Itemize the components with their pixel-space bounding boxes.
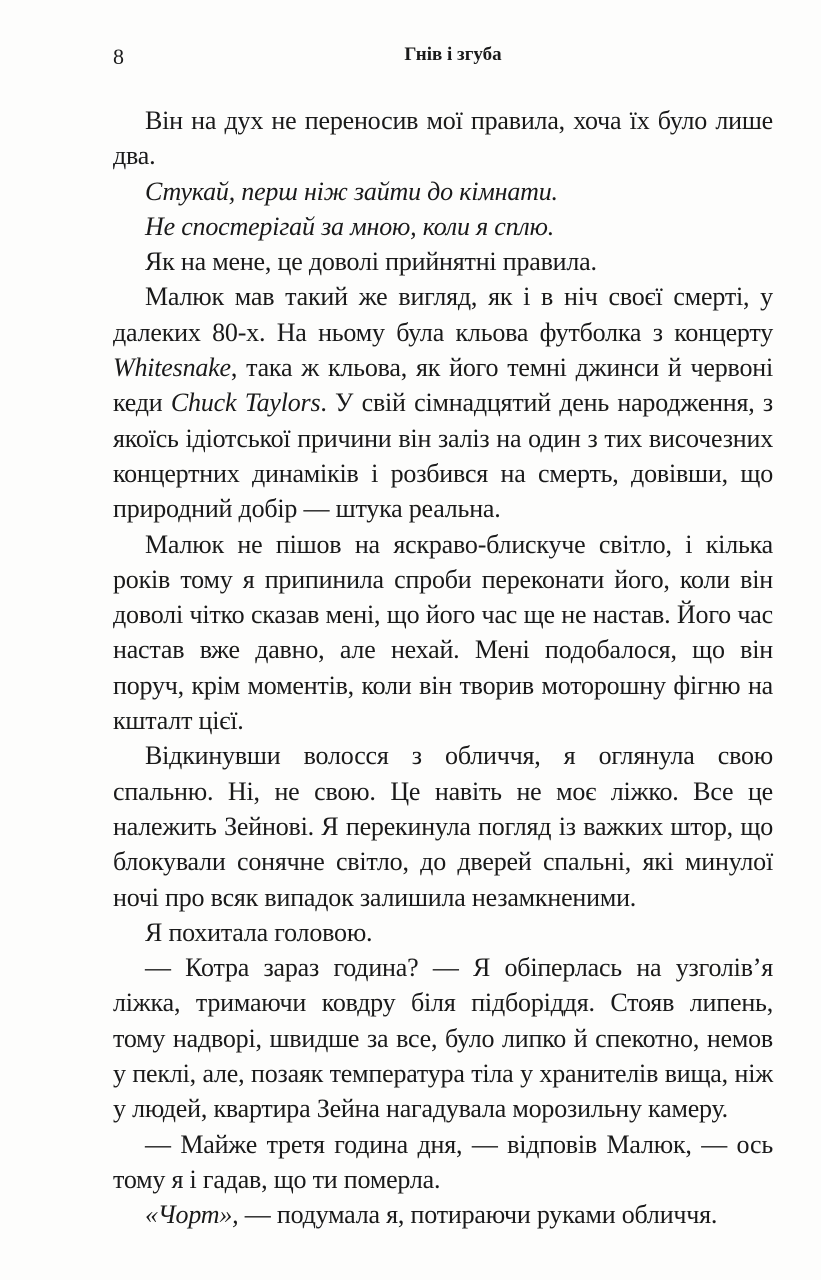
paragraph-4: Як на мене, це доволі прийнятні правила. <box>145 247 597 277</box>
running-title: Гнів і згуба <box>404 44 502 65</box>
paragraph-11-rest: — подумала я, потираючи руками обличчя. <box>238 1200 718 1230</box>
paragraph-10: — Майже третя година дня, — відповів Малюк, — ось тому я і гадав, що ти померла. <box>113 1129 773 1194</box>
page-header <box>113 44 773 74</box>
paragraph-5-part-c: , така ж кльова, як його темні джинси й червоні кеди <box>113 353 773 418</box>
band-name-whitesnake: Whitesnake <box>113 353 231 383</box>
paragraph-6: Малюк не пішов на яскраво-блискуче світло, і кілька років тому я припинила спроби переконати його, коли він доволі чітко сказав мені, що його час ще не настав. Його час настав вже давно, але нехай. Мені подобалося, що він поруч, крім моментів, коли він творив моторошну фігню на кшталт цієї. <box>113 529 773 736</box>
paragraph-1: Він на дух не переносив мої правила, хоча їх було лише два. <box>113 106 773 171</box>
body-text <box>113 103 773 1233</box>
paragraph-11 <box>113 1197 773 1232</box>
paragraph-2-rule-knock: Стукай, перш ніж зайти до кімнати. <box>145 176 558 206</box>
paragraph-8: Я похитала головою. <box>145 917 373 947</box>
paragraph-9: — Котра зараз година? — Я обіперлась на узголів’я ліжка, тримаючи ковдру біля підборіддя. Стояв липень, тому надворі, швидше за все, було липко й спекотно, немов у пеклі, але, позаяк температура тіла у хранителів вища, ніж у людей, квартира Зейна нагадувала морозильну камеру. <box>113 953 773 1124</box>
page-number: 8 <box>113 44 124 69</box>
paragraph-5-part-e: . У свій сімнадцятий день народження, з якоїсь ідіотської причини він заліз на один з тих височезних концертних динаміків і розбився на смерть, довівши, що природний добір — штука реальна. <box>113 388 774 524</box>
paragraph-11-thought: «Чорт», <box>145 1200 239 1230</box>
paragraph-7: Відкинувши волосся з обличчя, я оглянула свою спальню. Ні, не свою. Це навіть не моє ліжко. Все це належить Зейнові. Я перекинула погляд із важких штор, що блокували сонячне світло, до дверей спальні, які минулої ночі про всяк випадок залишила незамкненими. <box>113 741 773 912</box>
paragraph-3-rule-watch: Не спостерігай за мною, коли я сплю. <box>145 211 555 241</box>
brand-name-chuck-taylors: Chuck Taylors <box>170 388 321 418</box>
paragraph-5 <box>113 279 773 526</box>
paragraph-5-part-a: Малюк мав такий же вигляд, як і в ніч своєї смерті, у далеких 80-х. На ньому була кльова футболка з концерту <box>113 282 773 347</box>
